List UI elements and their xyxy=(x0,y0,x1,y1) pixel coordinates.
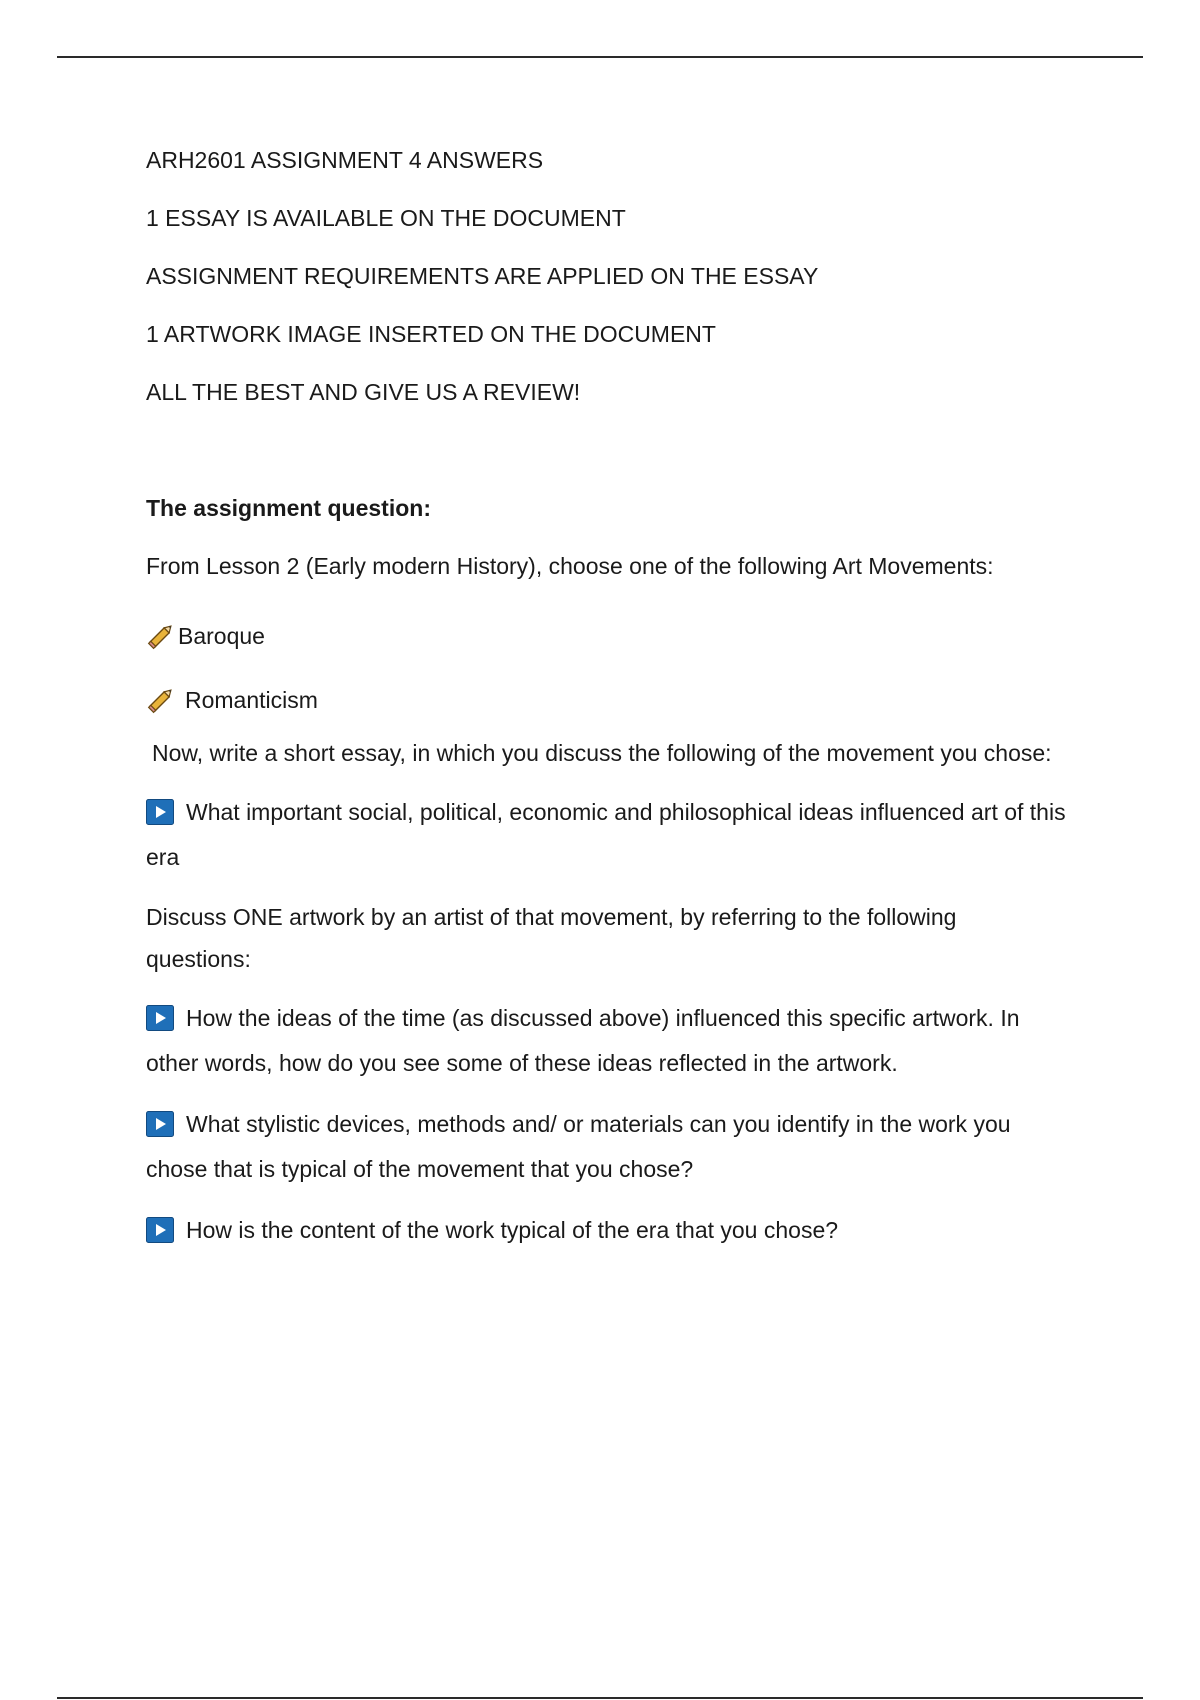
pencil-icon xyxy=(146,685,176,715)
question-heading: The assignment question: xyxy=(146,495,431,521)
bullet-text: How is the content of the work typical of the era that you chose? xyxy=(186,1217,839,1243)
play-button-icon xyxy=(146,1001,174,1027)
bullet-content-typical xyxy=(146,1208,1066,1253)
artwork-instruction: Discuss ONE artwork by an artist of that movement, by referring to the following questions: xyxy=(146,904,957,972)
movement-option-romanticism xyxy=(146,668,1066,732)
spacer xyxy=(146,430,1066,488)
bullet-text: What stylistic devices, methods and/ or materials can you identify in the work you chose that is typical of the movement that you chose? xyxy=(146,1111,1011,1182)
bullet-text: What important social, political, economic and philosophical ideas influenced art of this era xyxy=(146,799,1066,870)
intro-line-review: ALL THE BEST AND GIVE US A REVIEW! xyxy=(146,379,581,405)
intro-line-essay: 1 ESSAY IS AVAILABLE ON THE DOCUMENT xyxy=(146,205,626,231)
bottom-divider xyxy=(57,1697,1143,1699)
bullet-influences xyxy=(146,790,1066,880)
top-divider xyxy=(57,56,1143,58)
document-title: ARH2601 ASSIGNMENT 4 ANSWERS xyxy=(146,147,544,173)
play-button-icon xyxy=(146,1213,174,1239)
movement-label: Romanticism xyxy=(185,687,318,713)
movement-label: Baroque xyxy=(178,623,265,649)
play-button-icon xyxy=(146,1107,174,1133)
pencil-icon xyxy=(146,621,176,651)
intro-line-requirements: ASSIGNMENT REQUIREMENTS ARE APPLIED ON THE ESSAY xyxy=(146,263,819,289)
bullet-stylistic-devices xyxy=(146,1102,1066,1192)
bullet-text: How the ideas of the time (as discussed above) influenced this specific artwork. In other words, how do you see some of these ideas reflected in the artwork. xyxy=(146,1005,1020,1076)
essay-instruction: Now, write a short essay, in which you discuss the following of the movement you chose: xyxy=(152,740,1052,766)
play-button-icon xyxy=(146,795,174,821)
intro-line-artwork: 1 ARTWORK IMAGE INSERTED ON THE DOCUMENT xyxy=(146,321,716,347)
movement-option-baroque xyxy=(146,604,1066,668)
bullet-ideas-influence xyxy=(146,996,1066,1086)
question-prompt: From Lesson 2 (Early modern History), choose one of the following Art Movements: xyxy=(146,553,994,579)
document-body xyxy=(146,140,1066,1269)
